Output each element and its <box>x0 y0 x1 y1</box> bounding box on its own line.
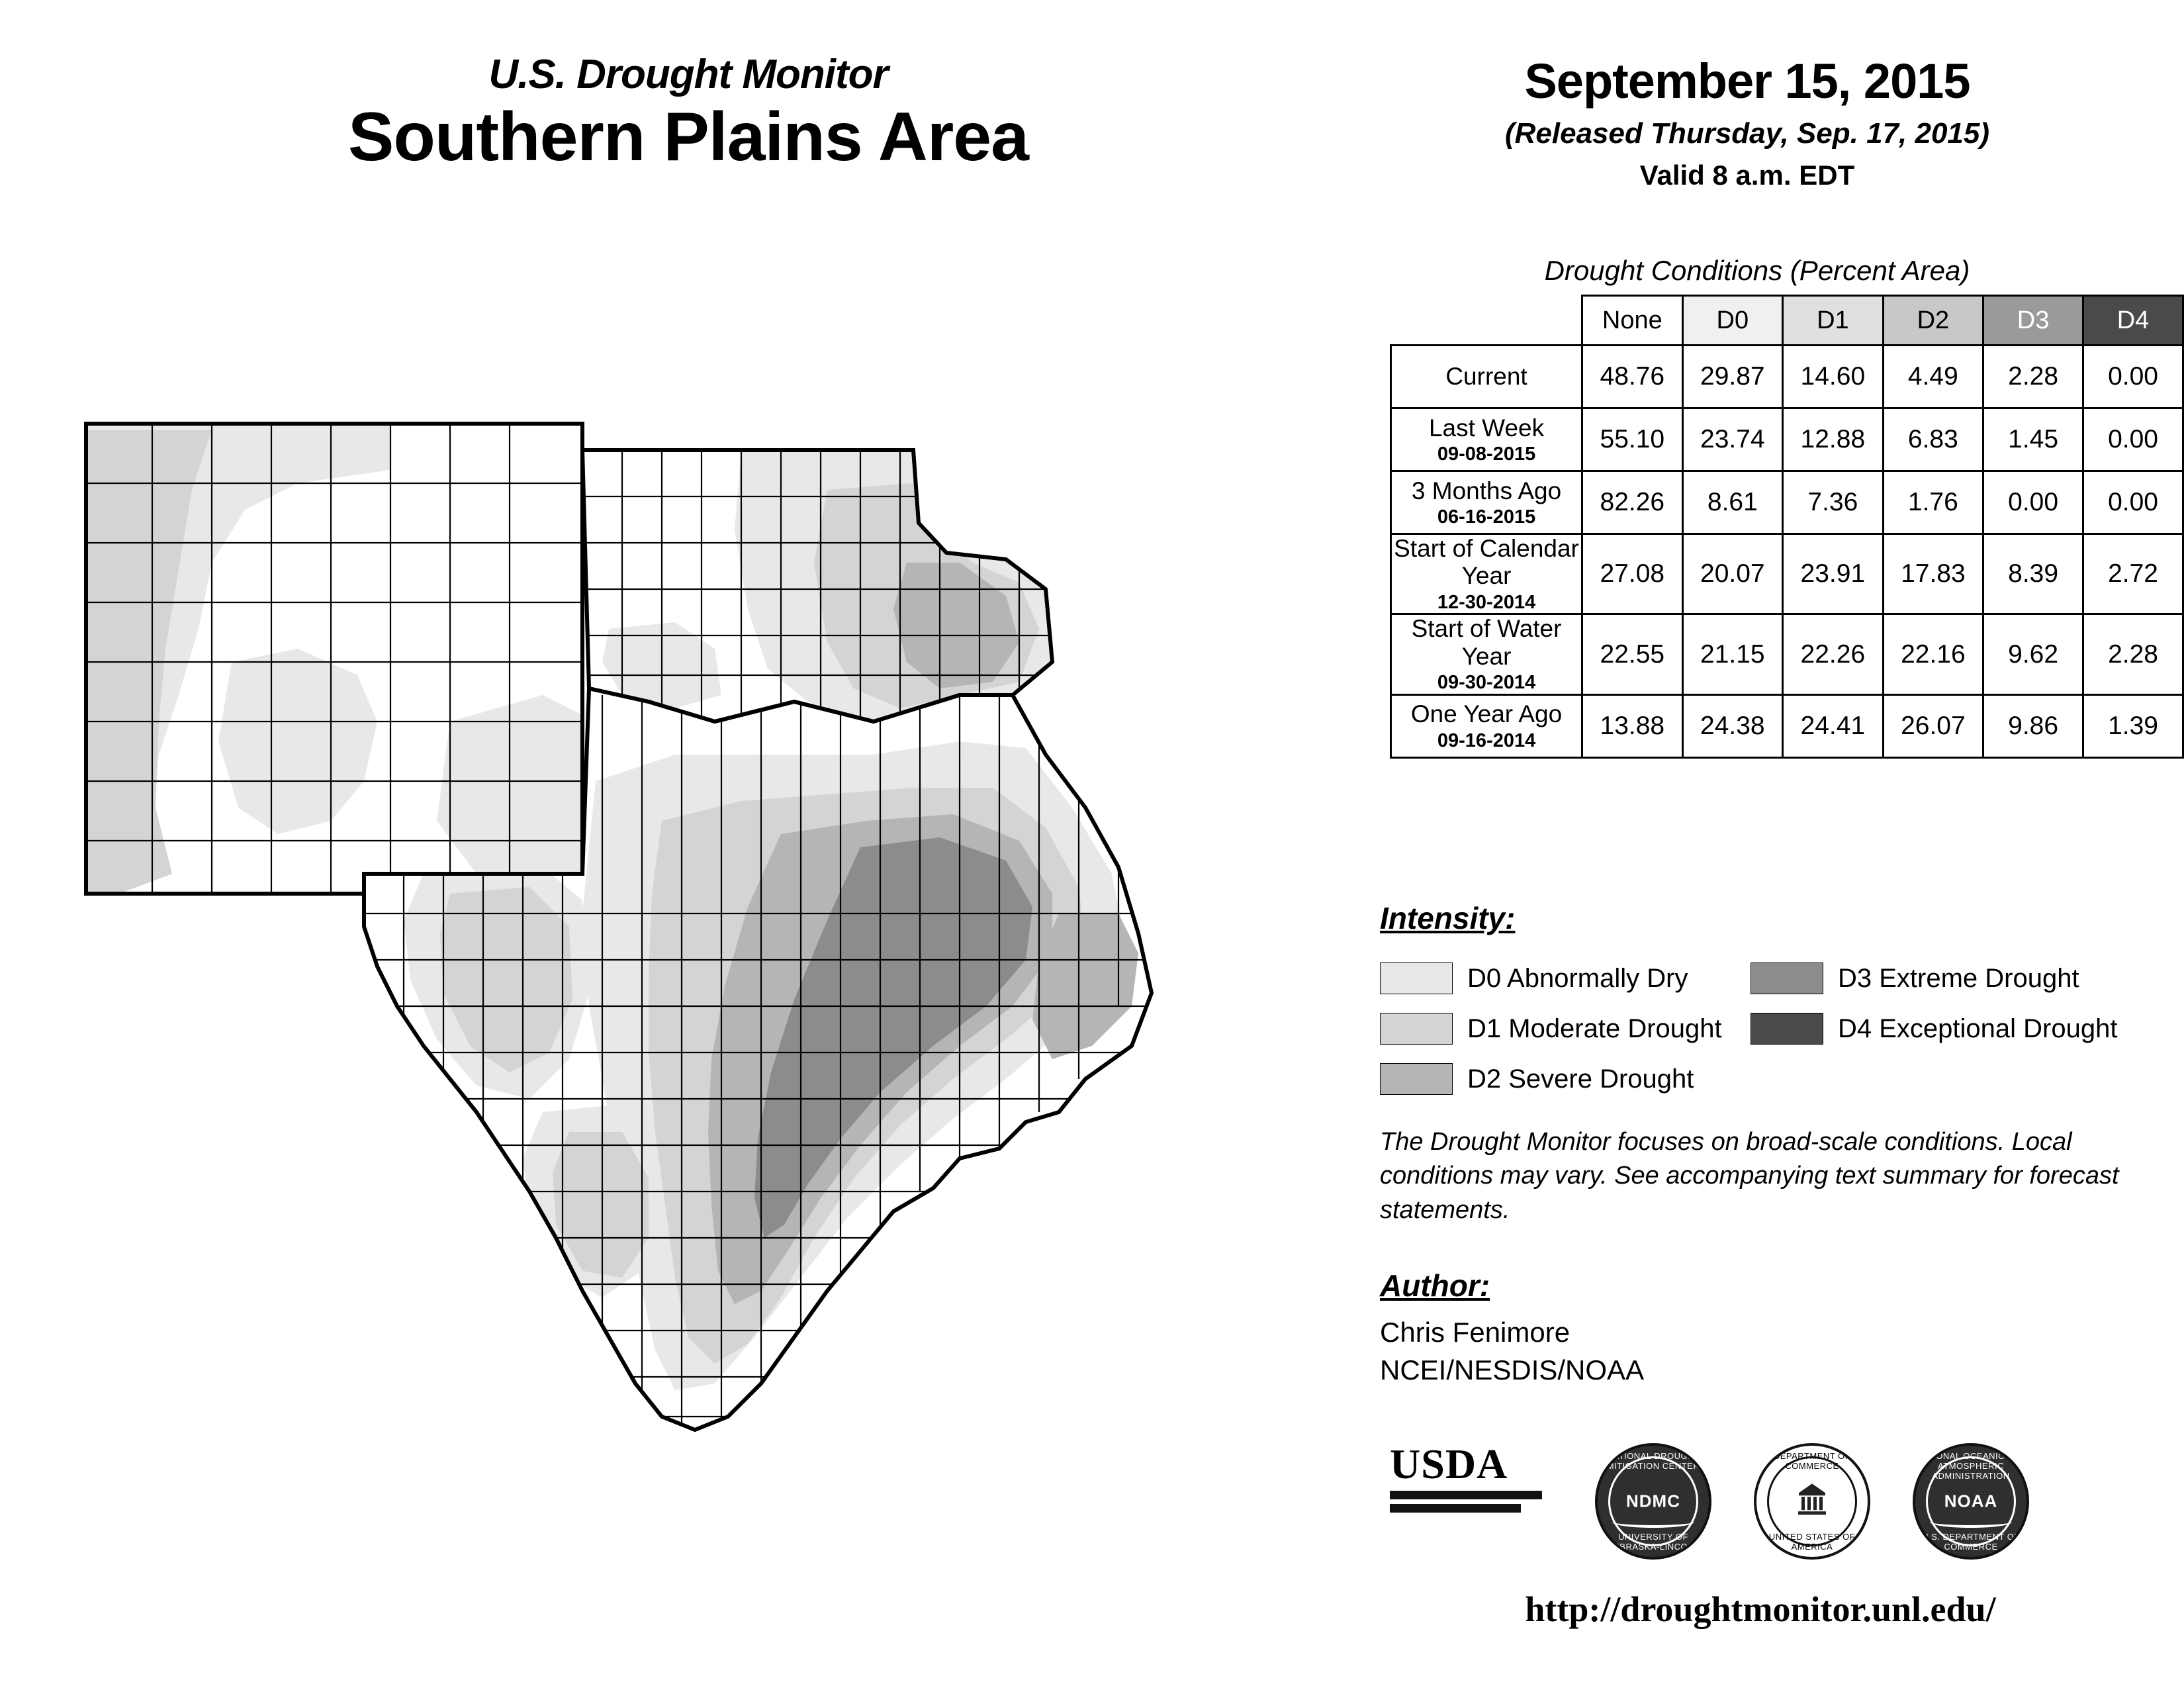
website-url[interactable]: http://droughtmonitor.unl.edu/ <box>1525 1589 1996 1629</box>
row-label-date: 09-08-2015 <box>1437 443 1536 465</box>
page-title <box>199 53 1178 174</box>
drought-map-svg <box>79 410 1324 1602</box>
ndmc-seal-rim-bottom: UNIVERSITY OF NEBRASKA-LINCOLN <box>1607 1532 1700 1552</box>
row-label-text: Current <box>1445 363 1527 391</box>
noaa-seal-rim-bottom: U.S. DEPARTMENT OF COMMERCE <box>1922 1532 2020 1552</box>
row-label-start-of-water-year <box>1391 614 1582 694</box>
cell-d0: 23.74 <box>1682 408 1783 471</box>
doc-seal-emblem-icon <box>1792 1479 1832 1523</box>
table-caption: Drought Conditions (Percent Area) <box>1544 255 1970 286</box>
usda-logo-bar2-icon <box>1390 1504 1521 1513</box>
usda-logo-text: USDA <box>1390 1440 1508 1487</box>
drought-conditions-table <box>1390 295 2184 759</box>
table-row <box>1391 471 2183 534</box>
ndmc-seal-rim-top: NATIONAL DROUGHT MITIGATION CENTER <box>1606 1451 1700 1471</box>
row-label-text: Start of Water Year <box>1411 615 1562 670</box>
cell-d4: 2.28 <box>2083 614 2183 694</box>
row-label-text: Start of Calendar Year <box>1394 535 1579 590</box>
row-label-date: 09-16-2014 <box>1437 729 1536 751</box>
intensity-title: Intensity: <box>1380 901 1516 935</box>
logo-row <box>1377 1440 2144 1562</box>
cell-d4: 1.39 <box>2083 694 2183 757</box>
cell-d1: 7.36 <box>1783 471 1884 534</box>
date-valid: Valid 8 a.m. EDT <box>1639 160 1855 191</box>
row-label-last-week <box>1391 408 1582 471</box>
row-label-three-months-ago <box>1391 471 1582 534</box>
legend-swatch-d0-icon <box>1380 962 1453 994</box>
row-label-one-year-ago <box>1391 694 1582 757</box>
legend-item-d3 <box>1751 953 2148 1004</box>
legend-item-d1 <box>1380 1004 1751 1054</box>
author-name: Chris Fenimore <box>1380 1317 1570 1348</box>
legend-swatch-d4-icon <box>1751 1013 1823 1045</box>
table-row <box>1391 694 2183 757</box>
legend-item-d4 <box>1751 1004 2148 1054</box>
doc-seal-rim-bottom: UNITED STATES OF AMERICA <box>1768 1532 1856 1552</box>
cell-d2: 1.76 <box>1883 471 1983 534</box>
legend-label-d3: D3 Extreme Drought <box>1838 963 2079 993</box>
cell-none: 55.10 <box>1582 408 1683 471</box>
noaa-seal-wave-icon <box>1930 1516 2012 1528</box>
column-header-d2: D2 <box>1883 296 1983 346</box>
author-title: Author: <box>1380 1268 1490 1303</box>
cell-d4: 0.00 <box>2083 471 2183 534</box>
table-row <box>1391 408 2183 471</box>
cell-d4: 0.00 <box>2083 408 2183 471</box>
disclaimer-text: The Drought Monitor focuses on broad-scale conditions. Local conditions may vary. See accompanying text summary for forecast statements. <box>1380 1128 2119 1224</box>
cell-d1: 12.88 <box>1783 408 1884 471</box>
table-row <box>1391 534 2183 614</box>
cell-d0: 8.61 <box>1682 471 1783 534</box>
cell-d2: 17.83 <box>1883 534 1983 614</box>
ndmc-seal-icon <box>1595 1443 1711 1560</box>
cell-d3: 2.28 <box>1983 346 2083 408</box>
cell-d1: 24.41 <box>1783 694 1884 757</box>
usda-logo-bar-icon <box>1390 1491 1542 1499</box>
cell-d0: 29.87 <box>1682 346 1783 408</box>
cell-d4: 2.72 <box>2083 534 2183 614</box>
noaa-logo <box>1913 1443 2029 1560</box>
ndmc-logo <box>1595 1443 1711 1560</box>
table-row <box>1391 346 2183 408</box>
legend-column-right <box>1751 953 2148 1054</box>
author-affiliation: NCEI/NESDIS/NOAA <box>1380 1354 1645 1385</box>
row-label-text: 3 Months Ago <box>1411 477 1562 504</box>
drought-map <box>79 410 1324 1602</box>
row-label-text: Last Week <box>1428 414 1545 442</box>
cell-d0: 21.15 <box>1682 614 1783 694</box>
cell-none: 13.88 <box>1582 694 1683 757</box>
cell-d0: 24.38 <box>1682 694 1783 757</box>
cell-d2: 22.16 <box>1883 614 1983 694</box>
cell-d2: 4.49 <box>1883 346 1983 408</box>
author-block <box>1380 1314 1644 1389</box>
department-of-commerce-logo <box>1754 1443 1870 1560</box>
date-header <box>1377 53 2118 191</box>
cell-d3: 9.62 <box>1983 614 2083 694</box>
legend-swatch-d1-icon <box>1380 1013 1453 1045</box>
column-header-d1: D1 <box>1783 296 1884 346</box>
cell-d1: 23.91 <box>1783 534 1884 614</box>
row-label-current <box>1391 346 1582 408</box>
legend-item-d2 <box>1380 1054 1751 1104</box>
cell-d3: 1.45 <box>1983 408 2083 471</box>
cell-d1: 22.26 <box>1783 614 1884 694</box>
legend-label-d4: D4 Exceptional Drought <box>1838 1013 2118 1043</box>
ndmc-seal-wave-icon <box>1612 1516 1694 1528</box>
row-label-date: 12-30-2014 <box>1437 591 1536 613</box>
row-label-start-of-calendar-year <box>1391 534 1582 614</box>
title-subheading: U.S. Drought Monitor <box>488 52 888 97</box>
cell-d4: 0.00 <box>2083 346 2183 408</box>
cell-none: 27.08 <box>1582 534 1683 614</box>
column-header-d0: D0 <box>1682 296 1783 346</box>
date-main: September 15, 2015 <box>1524 54 1970 109</box>
column-header-none: None <box>1582 296 1683 346</box>
doc-seal-icon <box>1754 1443 1870 1560</box>
ndmc-seal-text: NDMC <box>1626 1491 1680 1511</box>
noaa-seal-text: NOAA <box>1944 1491 1998 1511</box>
cell-d0: 20.07 <box>1682 534 1783 614</box>
cell-d3: 0.00 <box>1983 471 2083 534</box>
legend-label-d1: D1 Moderate Drought <box>1467 1013 1722 1043</box>
table-corner-cell <box>1391 296 1582 346</box>
legend-column-left <box>1380 953 1751 1104</box>
cell-d2: 26.07 <box>1883 694 1983 757</box>
cell-none: 48.76 <box>1582 346 1683 408</box>
cell-none: 22.55 <box>1582 614 1683 694</box>
cell-d3: 8.39 <box>1983 534 2083 614</box>
usda-logo <box>1390 1440 1542 1513</box>
column-header-d3: D3 <box>1983 296 2083 346</box>
legend-swatch-d3-icon <box>1751 962 1823 994</box>
cell-none: 82.26 <box>1582 471 1683 534</box>
cell-d3: 9.86 <box>1983 694 2083 757</box>
noaa-seal-rim-top: NATIONAL OCEANIC AND ATMOSPHERIC ADMINISTRATION <box>1915 1451 2026 1481</box>
column-header-d4: D4 <box>2083 296 2183 346</box>
row-label-date: 06-16-2015 <box>1437 506 1536 528</box>
legend-label-d2: D2 Severe Drought <box>1467 1064 1694 1094</box>
noaa-seal-icon <box>1913 1443 2029 1560</box>
legend-label-d0: D0 Abnormally Dry <box>1467 963 1688 993</box>
legend-item-d0 <box>1380 953 1751 1004</box>
table-row <box>1391 614 2183 694</box>
date-release: (Released Thursday, Sep. 17, 2015) <box>1504 117 1990 150</box>
title-heading: Southern Plains Area <box>348 99 1028 176</box>
doc-seal-rim-top: DEPARTMENT OF COMMERCE <box>1773 1451 1851 1471</box>
row-label-date: 09-30-2014 <box>1437 672 1536 694</box>
cell-d2: 6.83 <box>1883 408 1983 471</box>
row-label-text: One Year Ago <box>1410 700 1563 728</box>
cell-d1: 14.60 <box>1783 346 1884 408</box>
table-header-row <box>1391 296 2183 346</box>
legend-swatch-d2-icon <box>1380 1063 1453 1095</box>
